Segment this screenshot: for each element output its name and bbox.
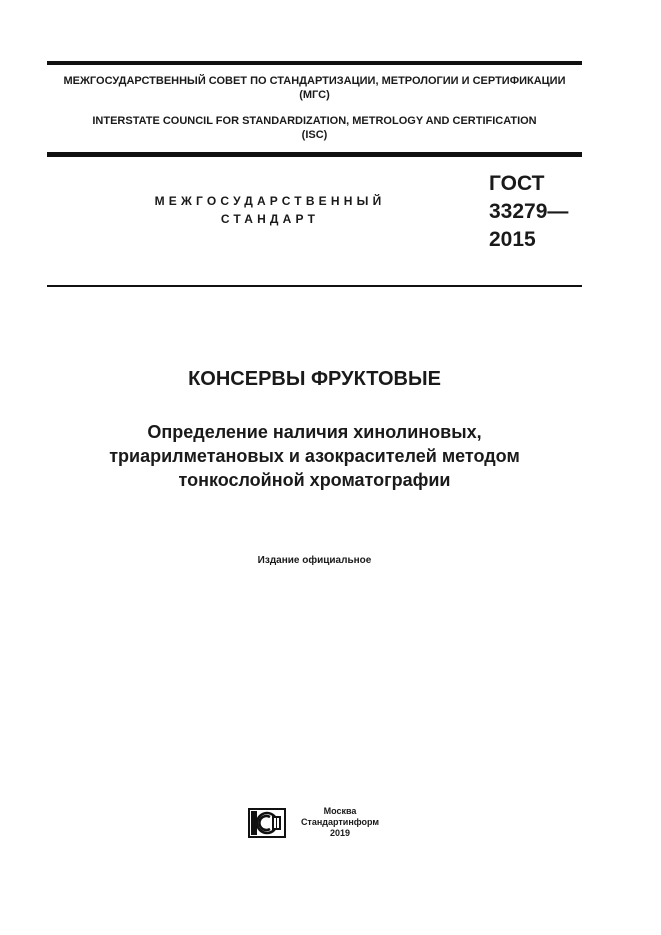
gost-designation <box>489 170 568 254</box>
council-name-en-line1: INTERSTATE COUNCIL FOR STANDARDIZATION, METROLOGY AND CERTIFICATION <box>92 115 537 127</box>
council-name-ru <box>47 74 582 102</box>
standartinform-logo-icon <box>248 808 286 838</box>
standard-type-line1: МЕЖГОСУДАРСТВЕННЫЙ <box>154 194 386 208</box>
publisher-year: 2019 <box>329 828 351 838</box>
bottom-rule <box>47 285 582 287</box>
publisher-name: Стандартинформ <box>300 817 380 827</box>
edition-note: Издание официальное <box>257 555 372 566</box>
gost-label: ГОСТ <box>489 172 545 195</box>
subtitle-line3: тонкослойной хроматографии <box>178 470 451 490</box>
gost-number: 33279— <box>489 200 569 223</box>
document-title: КОНСЕРВЫ ФРУКТОВЫЕ <box>188 368 441 390</box>
top-rule <box>47 61 582 65</box>
middle-rule <box>47 152 582 157</box>
gost-year: 2015 <box>489 228 536 251</box>
council-name-en <box>47 114 582 142</box>
council-abbrev-en: (ISC) <box>301 129 328 141</box>
subtitle-line1: Определение наличия хинолиновых, <box>147 422 482 442</box>
publisher-city: Москва <box>323 806 357 816</box>
subtitle-line2: триарилметановых и азокрасителей методом <box>109 446 520 466</box>
standard-type-line2: СТАНДАРТ <box>220 212 320 226</box>
publisher-info <box>290 806 390 839</box>
document-subtitle <box>47 420 582 492</box>
council-name-ru-line1: МЕЖГОСУДАРСТВЕННЫЙ СОВЕТ ПО СТАНДАРТИЗАЦИИ, МЕТРОЛОГИИ И СЕРТИФИКАЦИИ <box>63 75 566 87</box>
council-abbrev-ru: (МГС) <box>299 89 330 101</box>
